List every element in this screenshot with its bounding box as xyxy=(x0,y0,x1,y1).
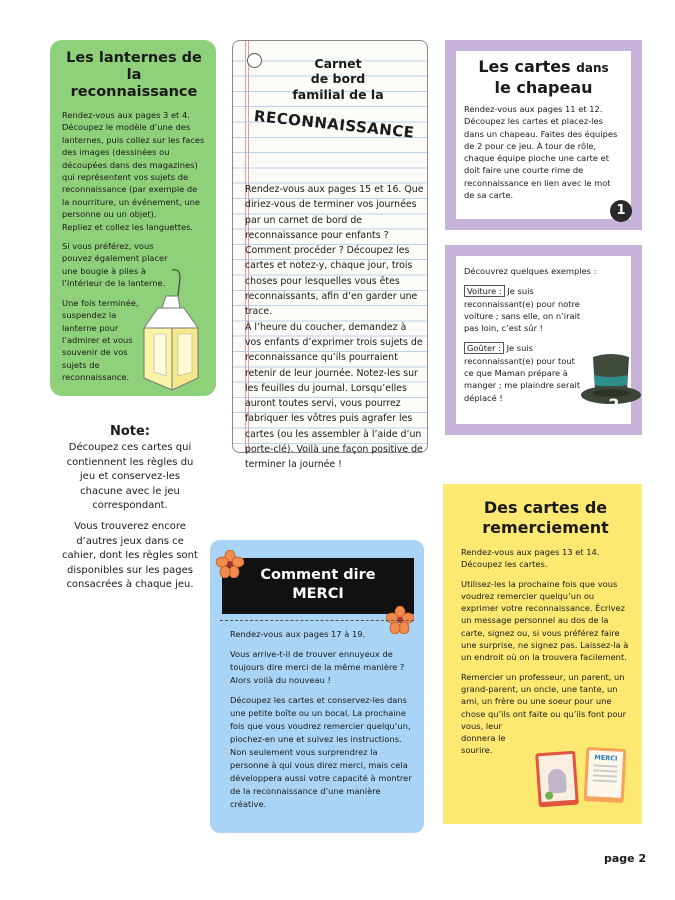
example-2-label: Goûter : xyxy=(464,342,504,354)
hat-cards-title-big: Les cartes xyxy=(478,57,571,76)
journal-para1: Rendez-vous aux pages 15 et 16. Que diriez-vous de terminer vos journées par un carnet de bord de reconnaissance pour enfants ? Comment procéder ? Découpez les cartes et notez-y, chaque jour, trois choses pour lesquelles vous êtes reconnaissants, afin d’en garder une trace. xyxy=(245,184,424,318)
plant-shape xyxy=(545,791,554,800)
bunny-shape xyxy=(547,768,567,793)
lanterns-para1: Rendez-vous aux pages 3 et 4. Découpez le modèle d’une des lanternes, puis collez sur les faces des images (dessinées ou découpées dans des magazines) qui représentent vos sujets de reconnaissance (par exemple de la nourriture, un événement, une personne ou un objet). xyxy=(62,110,205,220)
journal-para2: À l’heure du coucher, demandez à vos enfants d’exprimer trois sujets de reconnaissance qu’ils pourraient retenir de leur journée. Notez-les sur les feuilles du journal. Lorsqu’elles auront toutes servi, vous pourrez fabriquer les vôtres puis agrafer les cartes (ou les assembler à l’aide d’un porte-clé). Voilà une façon positive de terminer la journée ! xyxy=(245,321,423,471)
lanterns-title: Les lanternes de la reconnaissance xyxy=(66,50,202,100)
flower-icon xyxy=(216,550,244,578)
merci-card xyxy=(210,540,424,833)
examples-intro: Découvrez quelques exemples : xyxy=(464,266,597,276)
example-2 xyxy=(464,342,584,403)
hat-cards-card xyxy=(445,40,642,230)
thanks-para3a: Remercier un professeur, un parent, un grand-parent, un oncle, une tante, un ami, un frère ou une soeur pour une chose qu’ils ont faite ou qu’ils font pour xyxy=(461,671,627,719)
journal-title-big: RECONNAISSANCE xyxy=(253,107,416,142)
merci-body xyxy=(230,628,412,811)
merci-para2: Vous arrive-t-il de trouver ennuyeux de toujours dire merci de la même manière ? Alors voilà du nouveau ! xyxy=(230,649,405,685)
example-1-label: Voiture : xyxy=(464,285,505,297)
lanterns-para2: Repliez et collez les languettes. xyxy=(62,221,194,232)
merci-divider xyxy=(220,620,414,621)
journal-title-line1: Carnet xyxy=(314,56,362,71)
note-block xyxy=(60,425,200,592)
journal-tag-card xyxy=(232,40,428,471)
card-label: MERCI xyxy=(594,753,618,763)
journal-body xyxy=(245,182,425,473)
merci-title-line2: MERCI xyxy=(292,586,344,602)
card-line xyxy=(593,769,617,772)
note-title: Note: xyxy=(109,424,151,439)
number-badge-2: 2 xyxy=(608,395,620,414)
merci-para3: Découpez les cartes et conservez-les dans une petite boîte ou un bocal. La prochaine fois que vous voudrez remercier quelqu’un, piochez-en une et suivez les instructions. Non seulement vous surprendrez la personne à qui vous direz merci, mais cela développera aussi votre capacité à montrer de la reconnaissance d’une manière créative. xyxy=(230,695,412,809)
thanks-cards-title: Des cartes de remerciement xyxy=(482,498,609,537)
example-1-text: Je suis reconnaissant(e) pour notre voiture ; sans elle, on n’irait pas loin, c’est sûr ! xyxy=(464,286,581,334)
page-number: page 2 xyxy=(604,852,647,865)
thanks-para2: Utilisez-les la prochaine fois que vous voudrez remercier quelqu’un ou exprimer votre reconnaissance. Écrivez un message personnel au dos de la carte, signez ou, si vous préférez faire une surprise, ne signez pas. Laissez-la à un endroit où on la trouvera facilement. xyxy=(461,578,629,663)
example-2-text: Je suis reconnaissant(e) pour tout ce que Maman prépare à manger ; me plaindre serait déplacé ! xyxy=(464,343,581,403)
merci-title-line1: Comment dire xyxy=(260,567,376,583)
thank-you-card-illustration xyxy=(535,751,579,808)
number-badge-1: 1 xyxy=(610,200,632,222)
thanks-para1: Rendez-vous aux pages 13 et 14. Découpez les cartes. xyxy=(461,547,600,570)
thanks-para3b: vous, leur donnera le sourire. xyxy=(461,720,506,756)
merci-para1: Rendez-vous aux pages 17 à 19. xyxy=(230,629,366,639)
lanterns-para3: Si vous préférez, vous pouvez également placer une bougie à piles à l’intérieur de la lanterne. xyxy=(62,241,168,289)
thanks-cards-card xyxy=(443,484,642,824)
card-face xyxy=(587,750,623,798)
hat-cards-title-small: dans xyxy=(576,61,609,75)
card-line xyxy=(593,774,617,777)
hat-cards-inner xyxy=(456,51,631,219)
examples-card xyxy=(445,245,642,435)
lanterns-card xyxy=(50,40,216,396)
note-para1: Découpez ces cartes qui contiennent les règles du jeu et conservez-les chacune avec le jeu correspondant. xyxy=(66,442,194,512)
tag-hole xyxy=(247,53,262,68)
examples-inner xyxy=(456,256,631,424)
card-line xyxy=(593,764,617,767)
hat-cards-body: Rendez-vous aux pages 11 et 12. Découpez les cartes et placez-les dans un chapeau. Faites des équipes de 2 pour ce jeu. À tour de rôle, chaque équipe pioche une carte et doit faire une courte rime de reconnaissance en lien avec le mot de sa carte. xyxy=(464,104,618,201)
journal-title-line2: de bord xyxy=(310,71,366,86)
lantern-illustration xyxy=(136,268,206,393)
journal-title-line3: familial de la xyxy=(292,87,384,102)
hat-cards-title-line2: le chapeau xyxy=(494,78,593,97)
card-face xyxy=(538,754,575,802)
thank-you-card-illustration xyxy=(584,747,627,803)
example-1 xyxy=(464,285,584,334)
lanterns-para4: Une fois terminée, suspendez la lanterne pour l’admirer et vous souvenir de vos sujets de reconnaissance. xyxy=(62,297,139,383)
hat-cards-title xyxy=(464,57,623,97)
card-line xyxy=(593,779,617,782)
note-para2: Vous trouverez encore d’autres jeux dans ce cahier, dont les règles sont disponibles sur les pages consacrées à chaque jeu. xyxy=(62,521,198,591)
